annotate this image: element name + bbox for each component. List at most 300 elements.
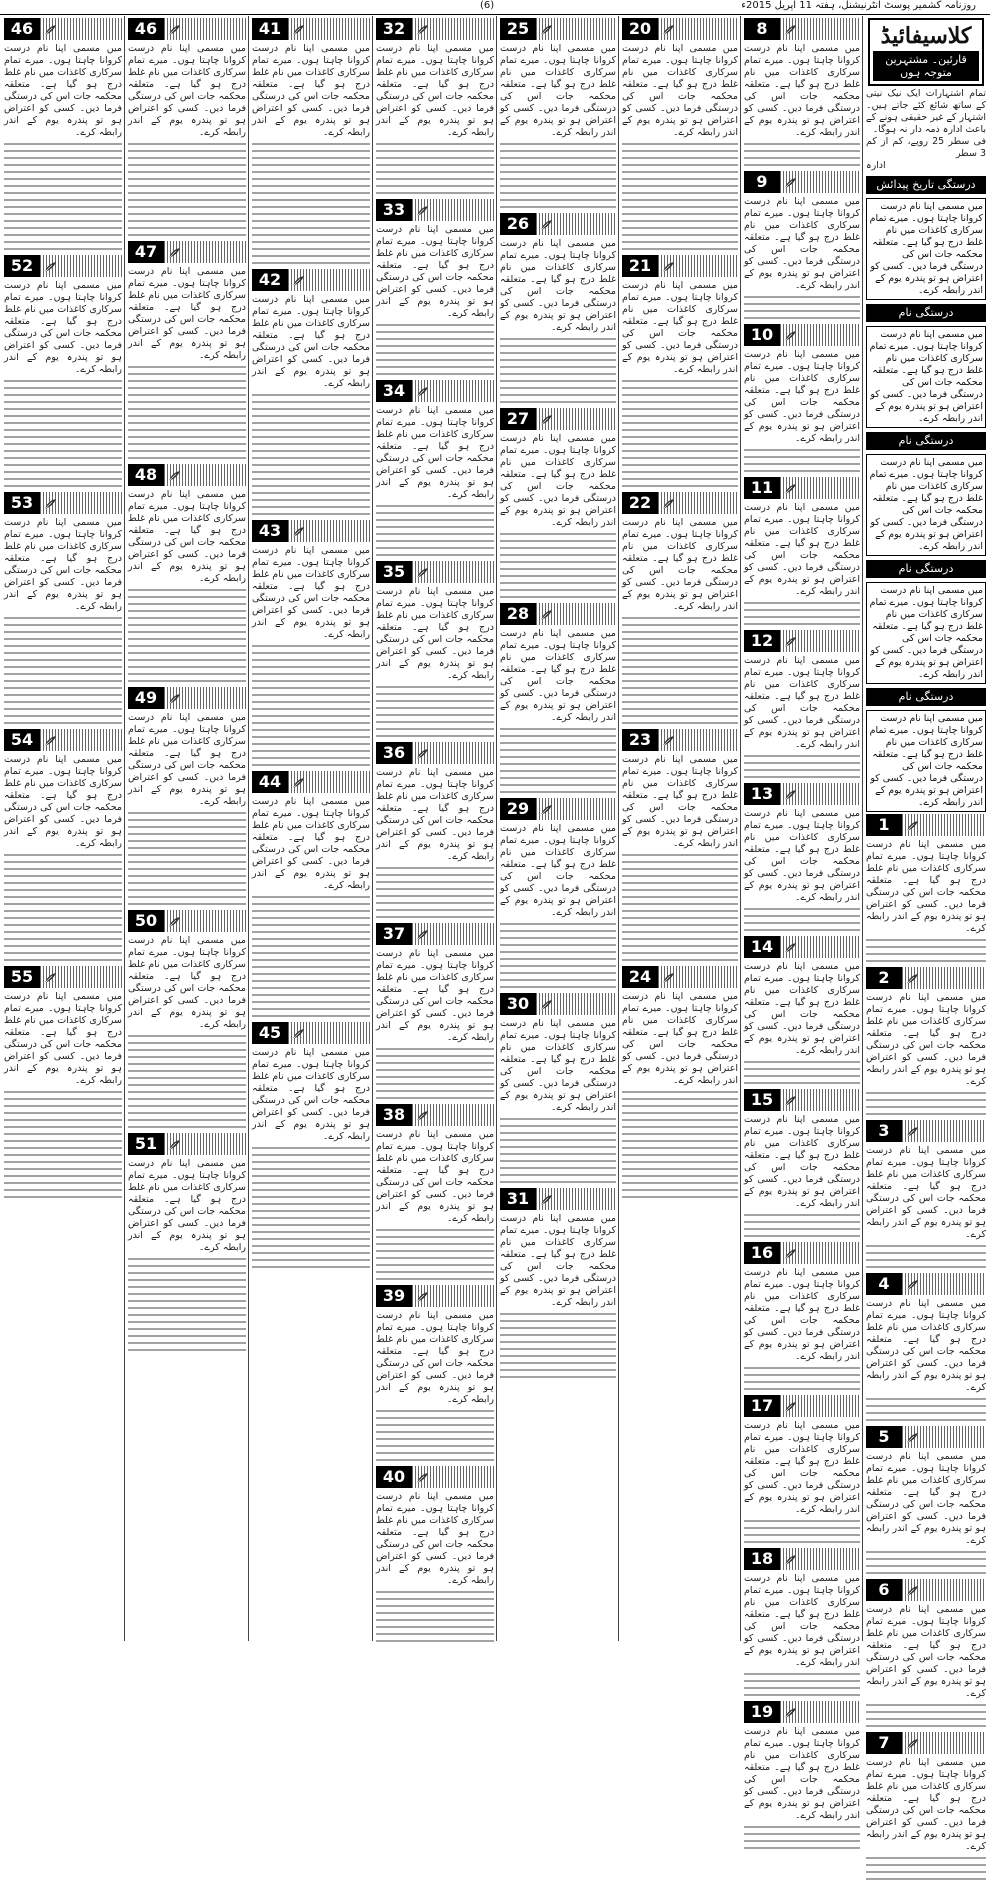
classified-ad xyxy=(622,18,738,250)
classified-ad xyxy=(376,742,494,918)
classified-ad xyxy=(866,1732,986,1880)
ad-text: میں مسمی اپنا نام درست کروانا چاہتا ہوں۔ میرے تمام سرکاری کاغذات میں نام غلط درج ہو گیا ہے۔ متعلقہ محکمہ جات اس کی درستگی فرما دیں۔ کسی کو اعتراض ہو تو پندرہ یوم کے اندر رابطہ کرے۔ xyxy=(866,1451,986,1546)
ad-number: 21 xyxy=(622,255,658,277)
notice-text: میں مسمی اپنا نام درست کروانا چاہتا ہوں۔ میرے تمام سرکاری کاغذات میں نام غلط درج ہو گیا ہے۔ متعلقہ محکمہ جات اس کی درستگی فرما دیں۔ کسی کو اعتراض ہو تو پندرہ یوم کے اندر رابطہ کرے۔ xyxy=(866,454,986,556)
leaf-icon xyxy=(43,496,57,510)
ad-number: 42 xyxy=(252,269,288,291)
classified-ad xyxy=(376,923,494,1099)
ad-number-bar xyxy=(866,1732,986,1754)
leaf-icon xyxy=(783,1705,797,1719)
leaf-icon xyxy=(783,787,797,801)
classified-ad xyxy=(866,1426,986,1574)
ad-number-bar xyxy=(866,1273,986,1295)
notice-text: میں مسمی اپنا نام درست کروانا چاہتا ہوں۔ میرے تمام سرکاری کاغذات میں نام غلط درج ہو گیا ہے۔ متعلقہ محکمہ جات اس کی درستگی فرما دیں۔ کسی کو اعتراض ہو تو پندرہ یوم کے اندر رابطہ کرے۔ xyxy=(866,710,986,812)
classified-ad xyxy=(744,171,860,319)
ad-number: 3 xyxy=(866,1120,902,1142)
leaf-icon xyxy=(539,22,553,36)
ad-number: 38 xyxy=(376,1104,412,1126)
ad-number: 49 xyxy=(128,687,164,709)
ad-number-bar xyxy=(128,910,246,932)
ad-number-bar xyxy=(744,783,860,805)
classified-closing: ادارہ xyxy=(866,160,886,171)
ad-text: میں مسمی اپنا نام درست کروانا چاہتا ہوں۔ میرے تمام سرکاری کاغذات میں نام غلط درج ہو گیا ہے۔ متعلقہ محکمہ جات اس کی درستگی فرما دیں۔ کسی کو اعتراض ہو تو پندرہ یوم کے اندر رابطہ کرے۔ xyxy=(866,1604,986,1699)
ad-number: 8 xyxy=(744,18,780,40)
leaf-icon xyxy=(291,273,305,287)
ad-text: میں مسمی اپنا نام درست کروانا چاہتا ہوں۔ میرے تمام سرکاری کاغذات میں نام غلط درج ہو گیا ہے۔ متعلقہ محکمہ جات اس کی درستگی فرما دیں۔ کسی کو اعتراض ہو تو پندرہ یوم کے اندر رابطہ کرے۔ xyxy=(128,489,246,584)
leaf-icon xyxy=(415,1108,429,1122)
classified-ad xyxy=(622,729,738,961)
ad-text: میں مسمی اپنا نام درست کروانا چاہتا ہوں۔ میرے تمام سرکاری کاغذات میں نام غلط درج ہو گیا ہے۔ متعلقہ محکمہ جات اس کی درستگی فرما دیں۔ کسی کو اعتراض ہو تو پندرہ یوم کے اندر رابطہ کرے۔ xyxy=(376,1491,494,1586)
ad-number: 47 xyxy=(128,241,164,263)
leaf-icon xyxy=(905,1583,919,1597)
ad-text: میں مسمی اپنا نام درست کروانا چاہتا ہوں۔ میرے تمام سرکاری کاغذات میں نام غلط درج ہو گیا ہے۔ متعلقہ محکمہ جات اس کی درستگی فرما دیں۔ کسی کو اعتراض ہو تو پندرہ یوم کے اندر رابطہ کرے۔ xyxy=(376,767,494,862)
leaf-icon xyxy=(539,607,553,621)
leaf-icon xyxy=(167,245,181,259)
leaf-icon xyxy=(783,22,797,36)
ad-text: میں مسمی اپنا نام درست کروانا چاہتا ہوں۔ میرے تمام سرکاری کاغذات میں نام غلط درج ہو گیا ہے۔ متعلقہ محکمہ جات اس کی درستگی فرما دیں۔ کسی کو اعتراض ہو تو پندرہ یوم کے اندر رابطہ کرے۔ xyxy=(128,43,246,138)
ad-number-bar xyxy=(4,492,122,514)
classified-ad xyxy=(744,1089,860,1237)
notice-text: میں مسمی اپنا نام درست کروانا چاہتا ہوں۔ میرے تمام سرکاری کاغذات میں نام غلط درج ہو گیا ہے۔ متعلقہ محکمہ جات اس کی درستگی فرما دیں۔ کسی کو اعتراض ہو تو پندرہ یوم کے اندر رابطہ کرے۔ xyxy=(866,582,986,684)
ad-number-bar xyxy=(866,1120,986,1142)
classified-ad xyxy=(4,18,122,250)
leaf-icon xyxy=(661,970,675,984)
ad-number: 11 xyxy=(744,477,780,499)
ad-text: میں مسمی اپنا نام درست کروانا چاہتا ہوں۔ میرے تمام سرکاری کاغذات میں نام غلط درج ہو گیا ہے۔ متعلقہ محکمہ جات اس کی درستگی فرما دیں۔ کسی کو اعتراض ہو تو پندرہ یوم کے اندر رابطہ کرے۔ xyxy=(128,266,246,361)
classified-ad xyxy=(744,1242,860,1390)
ad-number: 39 xyxy=(376,1285,412,1307)
leaf-icon xyxy=(783,1399,797,1413)
column-8 xyxy=(866,16,986,1852)
classified-title: کلاسیفائیڈ xyxy=(880,23,972,49)
ad-number: 14 xyxy=(744,936,780,958)
ad-number-bar xyxy=(744,1089,860,1111)
leaf-icon xyxy=(905,1277,919,1291)
ad-number-bar xyxy=(866,967,986,989)
ad-number: 41 xyxy=(252,18,288,40)
ad-number-bar xyxy=(4,255,122,277)
ad-text: میں مسمی اپنا نام درست کروانا چاہتا ہوں۔ میرے تمام سرکاری کاغذات میں نام غلط درج ہو گیا ہے۔ متعلقہ محکمہ جات اس کی درستگی فرما دیں۔ کسی کو اعتراض ہو تو پندرہ یوم کے اندر رابطہ کرے۔ xyxy=(500,238,616,333)
ad-number-bar xyxy=(252,1022,370,1044)
ad-text: میں مسمی اپنا نام درست کروانا چاہتا ہوں۔ میرے تمام سرکاری کاغذات میں نام غلط درج ہو گیا ہے۔ متعلقہ محکمہ جات اس کی درستگی فرما دیں۔ کسی کو اعتراض ہو تو پندرہ یوم کے اندر رابطہ کرے۔ xyxy=(128,1158,246,1253)
classified-ad xyxy=(500,18,616,208)
ad-number: 4 xyxy=(866,1273,902,1295)
ad-number-bar xyxy=(252,771,370,793)
leaf-icon xyxy=(661,22,675,36)
ad-number-bar xyxy=(500,213,616,235)
classified-ad xyxy=(128,18,246,236)
ad-number: 27 xyxy=(500,408,536,430)
section-heading: درستگی تاریخ پیدائش xyxy=(866,176,986,194)
ad-number-bar xyxy=(376,1466,494,1488)
ad-text: میں مسمی اپنا نام درست کروانا چاہتا ہوں۔ میرے تمام سرکاری کاغذات میں نام غلط درج ہو گیا ہے۔ متعلقہ محکمہ جات اس کی درستگی فرما دیں۔ کسی کو اعتراض ہو تو پندرہ یوم کے اندر رابطہ کرے۔ xyxy=(622,754,738,849)
masthead: روزنامہ کشمیر پوسٹ انٹرنیشنل، ہفتہ 11 اپریل 2015ء xyxy=(741,0,976,11)
ad-number: 22 xyxy=(622,492,658,514)
ad-text: میں مسمی اپنا نام درست کروانا چاہتا ہوں۔ میرے تمام سرکاری کاغذات میں نام غلط درج ہو گیا ہے۔ متعلقہ محکمہ جات اس کی درستگی فرما دیں۔ کسی کو اعتراض ہو تو پندرہ یوم کے اندر رابطہ کرے۔ xyxy=(866,1145,986,1240)
ad-number-bar xyxy=(500,1188,616,1210)
ad-number-bar xyxy=(866,1579,986,1601)
ad-number-bar xyxy=(744,1395,860,1417)
ad-number: 6 xyxy=(866,1579,902,1601)
leaf-icon xyxy=(783,175,797,189)
classified-ad xyxy=(866,1273,986,1421)
classified-ad xyxy=(4,729,122,961)
ad-text: میں مسمی اپنا نام درست کروانا چاہتا ہوں۔ میرے تمام سرکاری کاغذات میں نام غلط درج ہو گیا ہے۔ متعلقہ محکمہ جات اس کی درستگی فرما دیں۔ کسی کو اعتراض ہو تو پندرہ یوم کے اندر رابطہ کرے۔ xyxy=(4,280,122,375)
ad-text: میں مسمی اپنا نام درست کروانا چاہتا ہوں۔ میرے تمام سرکاری کاغذات میں نام غلط درج ہو گیا ہے۔ متعلقہ محکمہ جات اس کی درستگی فرما دیں۔ کسی کو اعتراض ہو تو پندرہ یوم کے اندر رابطہ کرے۔ xyxy=(252,545,370,640)
section-heading: درستگی نام xyxy=(866,432,986,450)
classified-ad xyxy=(622,966,738,1198)
ad-number-bar xyxy=(128,687,246,709)
leaf-icon xyxy=(905,1124,919,1138)
classified-ad xyxy=(376,561,494,737)
classified-ad xyxy=(376,1104,494,1280)
classified-ad xyxy=(252,771,370,1017)
ad-number-bar xyxy=(376,1104,494,1126)
leaf-icon xyxy=(167,22,181,36)
ad-number-bar xyxy=(744,171,860,193)
ad-number-bar xyxy=(376,742,494,764)
ad-number: 15 xyxy=(744,1089,780,1111)
classified-ad xyxy=(4,255,122,487)
ad-number-bar xyxy=(128,241,246,263)
ad-number-bar xyxy=(744,1701,860,1723)
classified-intro: تمام اشتہارات ایک نیک نیتی کے ساتھ شائع کئے جاتے ہیں۔ اشتہار کے غیر حقیقی ہونے کے باعث ادارہ ذمہ دار نہ ہوگا۔ xyxy=(866,88,986,135)
ad-number-bar xyxy=(622,492,738,514)
ad-text: میں مسمی اپنا نام درست کروانا چاہتا ہوں۔ میرے تمام سرکاری کاغذات میں نام غلط درج ہو گیا ہے۔ متعلقہ محکمہ جات اس کی درستگی فرما دیں۔ کسی کو اعتراض ہو تو پندرہ یوم کے اندر رابطہ کرے۔ xyxy=(252,43,370,138)
leaf-icon xyxy=(415,927,429,941)
leaf-icon xyxy=(661,496,675,510)
ad-text: میں مسمی اپنا نام درست کروانا چاہتا ہوں۔ میرے تمام سرکاری کاغذات میں نام غلط درج ہو گیا ہے۔ متعلقہ محکمہ جات اس کی درستگی فرما دیں۔ کسی کو اعتراض ہو تو پندرہ یوم کے اندر رابطہ کرے۔ xyxy=(744,1420,860,1515)
ad-text: میں مسمی اپنا نام درست کروانا چاہتا ہوں۔ میرے تمام سرکاری کاغذات میں نام غلط درج ہو گیا ہے۔ متعلقہ محکمہ جات اس کی درستگی فرما دیں۔ کسی کو اعتراض ہو تو پندرہ یوم کے اندر رابطہ کرے۔ xyxy=(500,43,616,138)
ad-number-bar xyxy=(128,464,246,486)
ad-number: 35 xyxy=(376,561,412,583)
ad-text: میں مسمی اپنا نام درست کروانا چاہتا ہوں۔ میرے تمام سرکاری کاغذات میں نام غلط درج ہو گیا ہے۔ متعلقہ محکمہ جات اس کی درستگی فرما دیں۔ کسی کو اعتراض ہو تو پندرہ یوم کے اندر رابطہ کرے۔ xyxy=(622,517,738,612)
leaf-icon xyxy=(167,468,181,482)
classified-ad xyxy=(128,464,246,682)
classified-ad xyxy=(252,269,370,515)
classified-ad xyxy=(376,1466,494,1642)
ad-number: 46 xyxy=(4,18,40,40)
ad-number: 16 xyxy=(744,1242,780,1264)
page-header xyxy=(0,0,990,15)
classified-ad xyxy=(252,18,370,264)
leaf-icon xyxy=(167,691,181,705)
ad-number-bar xyxy=(622,18,738,40)
ad-text: میں مسمی اپنا نام درست کروانا چاہتا ہوں۔ میرے تمام سرکاری کاغذات میں نام غلط درج ہو گیا ہے۔ متعلقہ محکمہ جات اس کی درستگی فرما دیں۔ کسی کو اعتراض ہو تو پندرہ یوم کے اندر رابطہ کرے۔ xyxy=(376,43,494,138)
leaf-icon xyxy=(415,203,429,217)
ad-number-bar xyxy=(500,993,616,1015)
leaf-icon xyxy=(905,1736,919,1750)
section-heading: درستگی نام xyxy=(866,560,986,578)
notice-text: میں مسمی اپنا نام درست کروانا چاہتا ہوں۔ میرے تمام سرکاری کاغذات میں نام غلط درج ہو گیا ہے۔ متعلقہ محکمہ جات اس کی درستگی فرما دیں۔ کسی کو اعتراض ہو تو پندرہ یوم کے اندر رابطہ کرے۔ xyxy=(866,198,986,300)
ad-number: 24 xyxy=(622,966,658,988)
ad-number-bar xyxy=(500,408,616,430)
ad-text: میں مسمی اپنا نام درست کروانا چاہتا ہوں۔ میرے تمام سرکاری کاغذات میں نام غلط درج ہو گیا ہے۔ متعلقہ محکمہ جات اس کی درستگی فرما دیں۔ کسی کو اعتراض ہو تو پندرہ یوم کے اندر رابطہ کرے۔ xyxy=(744,961,860,1056)
ad-text: میں مسمی اپنا نام درست کروانا چاہتا ہوں۔ میرے تمام سرکاری کاغذات میں نام غلط درج ہو گیا ہے۔ متعلقہ محکمہ جات اس کی درستگی فرما دیں۔ کسی کو اعتراض ہو تو پندرہ یوم کے اندر رابطہ کرے۔ xyxy=(500,628,616,723)
classified-ad xyxy=(622,492,738,724)
ad-number-bar xyxy=(500,798,616,820)
ad-number: 40 xyxy=(376,1466,412,1488)
ad-number-bar xyxy=(500,18,616,40)
column-7 xyxy=(744,16,860,1821)
ad-number-bar xyxy=(4,966,122,988)
leaf-icon xyxy=(291,775,305,789)
ad-text: میں مسمی اپنا نام درست کروانا چاہتا ہوں۔ میرے تمام سرکاری کاغذات میں نام غلط درج ہو گیا ہے۔ متعلقہ محکمہ جات اس کی درستگی فرما دیں۔ کسی کو اعتراض ہو تو پندرہ یوم کے اندر رابطہ کرے۔ xyxy=(744,349,860,444)
ad-number-bar xyxy=(866,1426,986,1448)
ad-text: میں مسمی اپنا نام درست کروانا چاہتا ہوں۔ میرے تمام سرکاری کاغذات میں نام غلط درج ہو گیا ہے۔ متعلقہ محکمہ جات اس کی درستگی فرما دیں۔ کسی کو اعتراض ہو تو پندرہ یوم کے اندر رابطہ کرے۔ xyxy=(866,1298,986,1393)
ad-text: میں مسمی اپنا نام درست کروانا چاہتا ہوں۔ میرے تمام سرکاری کاغذات میں نام غلط درج ہو گیا ہے۔ متعلقہ محکمہ جات اس کی درستگی فرما دیں۔ کسی کو اعتراض ہو تو پندرہ یوم کے اندر رابطہ کرے۔ xyxy=(866,1757,986,1852)
classified-ad xyxy=(128,1133,246,1351)
classified-ad xyxy=(128,241,246,459)
classified-ad xyxy=(500,213,616,403)
classified-ad xyxy=(376,18,494,194)
ad-text: میں مسمی اپنا نام درست کروانا چاہتا ہوں۔ میرے تمام سرکاری کاغذات میں نام غلط درج ہو گیا ہے۔ متعلقہ محکمہ جات اس کی درستگی فرما دیں۔ کسی کو اعتراض ہو تو پندرہ یوم کے اندر رابطہ کرے۔ xyxy=(376,1310,494,1405)
ad-number-bar xyxy=(252,520,370,542)
ad-text: میں مسمی اپنا نام درست کروانا چاہتا ہوں۔ میرے تمام سرکاری کاغذات میں نام غلط درج ہو گیا ہے۔ متعلقہ محکمہ جات اس کی درستگی فرما دیں۔ کسی کو اعتراض ہو تو پندرہ یوم کے اندر رابطہ کرے۔ xyxy=(866,992,986,1087)
leaf-icon xyxy=(905,1430,919,1444)
column-6 xyxy=(622,16,738,1641)
leaf-icon xyxy=(661,733,675,747)
classified-ad xyxy=(744,936,860,1084)
ad-text: میں مسمی اپنا نام درست کروانا چاہتا ہوں۔ میرے تمام سرکاری کاغذات میں نام غلط درج ہو گیا ہے۔ متعلقہ محکمہ جات اس کی درستگی فرما دیں۔ کسی کو اعتراض ہو تو پندرہ یوم کے اندر رابطہ کرے۔ xyxy=(128,935,246,1030)
ad-number-bar xyxy=(376,1285,494,1307)
ad-number-bar xyxy=(4,729,122,751)
ad-number-bar xyxy=(622,966,738,988)
ad-text: میں مسمی اپنا نام درست کروانا چاہتا ہوں۔ میرے تمام سرکاری کاغذات میں نام غلط درج ہو گیا ہے۔ متعلقہ محکمہ جات اس کی درستگی فرما دیں۔ کسی کو اعتراض ہو تو پندرہ یوم کے اندر رابطہ کرے۔ xyxy=(866,839,986,934)
ad-text: میں مسمی اپنا نام درست کروانا چاہتا ہوں۔ میرے تمام سرکاری کاغذات میں نام غلط درج ہو گیا ہے۔ متعلقہ محکمہ جات اس کی درستگی فرما دیں۔ کسی کو اعتراض ہو تو پندرہ یوم کے اندر رابطہ کرے۔ xyxy=(744,196,860,291)
column-4 xyxy=(376,16,494,1641)
leaf-icon xyxy=(539,217,553,231)
ad-number: 26 xyxy=(500,213,536,235)
ad-text: میں مسمی اپنا نام درست کروانا چاہتا ہوں۔ میرے تمام سرکاری کاغذات میں نام غلط درج ہو گیا ہے۔ متعلقہ محکمہ جات اس کی درستگی فرما دیں۔ کسی کو اعتراض ہو تو پندرہ یوم کے اندر رابطہ کرے۔ xyxy=(500,433,616,528)
leaf-icon xyxy=(415,22,429,36)
leaf-icon xyxy=(43,259,57,273)
ad-text: میں مسمی اپنا نام درست کروانا چاہتا ہوں۔ میرے تمام سرکاری کاغذات میں نام غلط درج ہو گیا ہے۔ متعلقہ محکمہ جات اس کی درستگی فرما دیں۔ کسی کو اعتراض ہو تو پندرہ یوم کے اندر رابطہ کرے۔ xyxy=(500,823,616,918)
section-heading: درستگی نام xyxy=(866,688,986,706)
ad-number: 34 xyxy=(376,380,412,402)
ad-text: میں مسمی اپنا نام درست کروانا چاہتا ہوں۔ میرے تمام سرکاری کاغذات میں نام غلط درج ہو گیا ہے۔ متعلقہ محکمہ جات اس کی درستگی فرما دیں۔ کسی کو اعتراض ہو تو پندرہ یوم کے اندر رابطہ کرے۔ xyxy=(622,280,738,375)
leaf-icon xyxy=(43,22,57,36)
leaf-icon xyxy=(905,818,919,832)
ad-text: میں مسمی اپنا نام درست کروانا چاہتا ہوں۔ میرے تمام سرکاری کاغذات میں نام غلط درج ہو گیا ہے۔ متعلقہ محکمہ جات اس کی درستگی فرما دیں۔ کسی کو اعتراض ہو تو پندرہ یوم کے اندر رابطہ کرے۔ xyxy=(744,1267,860,1362)
classified-ad xyxy=(376,1285,494,1461)
classified-ad xyxy=(744,1395,860,1543)
leaf-icon xyxy=(783,940,797,954)
column-3 xyxy=(252,16,370,1641)
classified-ad xyxy=(252,520,370,766)
classified-ad xyxy=(866,814,986,962)
classified-ad xyxy=(500,798,616,988)
leaf-icon xyxy=(539,802,553,816)
ad-number: 45 xyxy=(252,1022,288,1044)
leaf-icon xyxy=(783,481,797,495)
ad-number-bar xyxy=(622,729,738,751)
leaf-icon xyxy=(291,524,305,538)
ad-number-bar xyxy=(376,923,494,945)
classified-ad xyxy=(500,993,616,1183)
leaf-icon xyxy=(415,565,429,579)
leaf-icon xyxy=(539,1192,553,1206)
ad-number: 18 xyxy=(744,1548,780,1570)
ad-number-bar xyxy=(744,324,860,346)
leaf-icon xyxy=(415,1289,429,1303)
ad-text: میں مسمی اپنا نام درست کروانا چاہتا ہوں۔ میرے تمام سرکاری کاغذات میں نام غلط درج ہو گیا ہے۔ متعلقہ محکمہ جات اس کی درستگی فرما دیں۔ کسی کو اعتراض ہو تو پندرہ یوم کے اندر رابطہ کرے۔ xyxy=(376,586,494,681)
leaf-icon xyxy=(783,1093,797,1107)
ad-text: میں مسمی اپنا نام درست کروانا چاہتا ہوں۔ میرے تمام سرکاری کاغذات میں نام غلط درج ہو گیا ہے۔ متعلقہ محکمہ جات اس کی درستگی فرما دیں۔ کسی کو اعتراض ہو تو پندرہ یوم کے اندر رابطہ کرے۔ xyxy=(744,43,860,138)
ad-number: 44 xyxy=(252,771,288,793)
leaf-icon xyxy=(415,1470,429,1484)
leaf-icon xyxy=(783,328,797,342)
ad-text: میں مسمی اپنا نام درست کروانا چاہتا ہوں۔ میرے تمام سرکاری کاغذات میں نام غلط درج ہو گیا ہے۔ متعلقہ محکمہ جات اس کی درستگی فرما دیں۔ کسی کو اعتراض ہو تو پندرہ یوم کے اندر رابطہ کرے۔ xyxy=(376,224,494,319)
ad-number: 37 xyxy=(376,923,412,945)
ad-number-bar xyxy=(744,630,860,652)
ad-number-bar xyxy=(128,1133,246,1155)
leaf-icon xyxy=(783,634,797,648)
classified-ad xyxy=(500,1188,616,1378)
ad-number: 20 xyxy=(622,18,658,40)
ad-text: میں مسمی اپنا نام درست کروانا چاہتا ہوں۔ میرے تمام سرکاری کاغذات میں نام غلط درج ہو گیا ہے۔ متعلقہ محکمہ جات اس کی درستگی فرما دیں۔ کسی کو اعتراض ہو تو پندرہ یوم کے اندر رابطہ کرے۔ xyxy=(744,1114,860,1209)
section-heading: درستگی نام xyxy=(866,304,986,322)
notice-text: میں مسمی اپنا نام درست کروانا چاہتا ہوں۔ میرے تمام سرکاری کاغذات میں نام غلط درج ہو گیا ہے۔ متعلقہ محکمہ جات اس کی درستگی فرما دیں۔ کسی کو اعتراض ہو تو پندرہ یوم کے اندر رابطہ کرے۔ xyxy=(866,326,986,428)
ad-text: میں مسمی اپنا نام درست کروانا چاہتا ہوں۔ میرے تمام سرکاری کاغذات میں نام غلط درج ہو گیا ہے۔ متعلقہ محکمہ جات اس کی درستگی فرما دیں۔ کسی کو اعتراض ہو تو پندرہ یوم کے اندر رابطہ کرے۔ xyxy=(376,405,494,500)
ad-text: میں مسمی اپنا نام درست کروانا چاہتا ہوں۔ میرے تمام سرکاری کاغذات میں نام غلط درج ہو گیا ہے۔ متعلقہ محکمہ جات اس کی درستگی فرما دیں۔ کسی کو اعتراض ہو تو پندرہ یوم کے اندر رابطہ کرے۔ xyxy=(252,796,370,891)
ad-number: 50 xyxy=(128,910,164,932)
ad-number: 31 xyxy=(500,1188,536,1210)
ad-number: 28 xyxy=(500,603,536,625)
classified-ad xyxy=(376,199,494,375)
ad-text: میں مسمی اپنا نام درست کروانا چاہتا ہوں۔ میرے تمام سرکاری کاغذات میں نام غلط درج ہو گیا ہے۔ متعلقہ محکمہ جات اس کی درستگی فرما دیں۔ کسی کو اعتراض ہو تو پندرہ یوم کے اندر رابطہ کرے۔ xyxy=(622,43,738,138)
classified-ad xyxy=(376,380,494,556)
ad-number-bar xyxy=(252,18,370,40)
ad-number: 54 xyxy=(4,729,40,751)
leaf-icon xyxy=(783,1552,797,1566)
ad-text: میں مسمی اپنا نام درست کروانا چاہتا ہوں۔ میرے تمام سرکاری کاغذات میں نام غلط درج ہو گیا ہے۔ متعلقہ محکمہ جات اس کی درستگی فرما دیں۔ کسی کو اعتراض ہو تو پندرہ یوم کے اندر رابطہ کرے۔ xyxy=(252,1047,370,1142)
ad-number-bar xyxy=(744,1548,860,1570)
ad-number: 43 xyxy=(252,520,288,542)
classified-ad xyxy=(500,603,616,793)
ad-number-bar xyxy=(128,18,246,40)
classified-ad xyxy=(622,255,738,487)
ad-number: 53 xyxy=(4,492,40,514)
ad-number: 12 xyxy=(744,630,780,652)
column-5 xyxy=(500,16,616,1641)
ad-text: میں مسمی اپنا نام درست کروانا چاہتا ہوں۔ میرے تمام سرکاری کاغذات میں نام غلط درج ہو گیا ہے۔ متعلقہ محکمہ جات اس کی درستگی فرما دیں۔ کسی کو اعتراض ہو تو پندرہ یوم کے اندر رابطہ کرے۔ xyxy=(500,1213,616,1308)
ad-number: 33 xyxy=(376,199,412,221)
ad-number-bar xyxy=(744,477,860,499)
leaf-icon xyxy=(905,971,919,985)
ad-number: 25 xyxy=(500,18,536,40)
classified-ad xyxy=(744,630,860,778)
ad-number: 46 xyxy=(128,18,164,40)
classified-ad xyxy=(128,687,246,905)
leaf-icon xyxy=(43,970,57,984)
leaf-icon xyxy=(291,1026,305,1040)
classified-rates: فی سطر 25 روپے، کم از کم 3 سطر xyxy=(866,136,986,159)
leaf-icon xyxy=(539,412,553,426)
ad-number: 36 xyxy=(376,742,412,764)
ad-number: 23 xyxy=(622,729,658,751)
ad-number-bar xyxy=(252,269,370,291)
ad-text: میں مسمی اپنا نام درست کروانا چاہتا ہوں۔ میرے تمام سرکاری کاغذات میں نام غلط درج ہو گیا ہے۔ متعلقہ محکمہ جات اس کی درستگی فرما دیں۔ کسی کو اعتراض ہو تو پندرہ یوم کے اندر رابطہ کرے۔ xyxy=(4,43,122,138)
ad-number-bar xyxy=(744,1242,860,1264)
ad-number-bar xyxy=(376,18,494,40)
leaf-icon xyxy=(539,997,553,1011)
classified-ad xyxy=(744,18,860,166)
page-number: (6) xyxy=(480,0,495,11)
classified-ad xyxy=(744,1548,860,1696)
ad-number: 19 xyxy=(744,1701,780,1723)
classified-ad xyxy=(744,783,860,931)
ad-text: میں مسمی اپنا نام درست کروانا چاہتا ہوں۔ میرے تمام سرکاری کاغذات میں نام غلط درج ہو گیا ہے۔ متعلقہ محکمہ جات اس کی درستگی فرما دیں۔ کسی کو اعتراض ہو تو پندرہ یوم کے اندر رابطہ کرے۔ xyxy=(744,502,860,597)
leaf-icon xyxy=(783,1246,797,1260)
ad-number: 1 xyxy=(866,814,902,836)
ad-text: میں مسمی اپنا نام درست کروانا چاہتا ہوں۔ میرے تمام سرکاری کاغذات میں نام غلط درج ہو گیا ہے۔ متعلقہ محکمہ جات اس کی درستگی فرما دیں۔ کسی کو اعتراض ہو تو پندرہ یوم کے اندر رابطہ کرے۔ xyxy=(376,948,494,1043)
ad-text: میں مسمی اپنا نام درست کروانا چاہتا ہوں۔ میرے تمام سرکاری کاغذات میں نام غلط درج ہو گیا ہے۔ متعلقہ محکمہ جات اس کی درستگی فرما دیں۔ کسی کو اعتراض ہو تو پندرہ یوم کے اندر رابطہ کرے۔ xyxy=(744,808,860,903)
ad-number-bar xyxy=(376,561,494,583)
ad-number: 48 xyxy=(128,464,164,486)
ad-number: 29 xyxy=(500,798,536,820)
ad-number: 13 xyxy=(744,783,780,805)
leaf-icon xyxy=(167,914,181,928)
classified-ad xyxy=(744,477,860,625)
leaf-icon xyxy=(415,384,429,398)
classified-ad xyxy=(866,1579,986,1727)
classified-ad xyxy=(744,1701,860,1849)
ad-number: 7 xyxy=(866,1732,902,1754)
ad-number: 32 xyxy=(376,18,412,40)
column-1 xyxy=(4,16,122,1641)
leaf-icon xyxy=(661,259,675,273)
leaf-icon xyxy=(43,733,57,747)
ad-number: 9 xyxy=(744,171,780,193)
classified-ad xyxy=(252,1022,370,1268)
ad-number-bar xyxy=(744,18,860,40)
ad-number: 2 xyxy=(866,967,902,989)
classified-ad xyxy=(500,408,616,598)
column-2 xyxy=(128,16,246,1641)
classified-ad xyxy=(866,1120,986,1268)
ad-number-bar xyxy=(500,603,616,625)
ad-text: میں مسمی اپنا نام درست کروانا چاہتا ہوں۔ میرے تمام سرکاری کاغذات میں نام غلط درج ہو گیا ہے۔ متعلقہ محکمہ جات اس کی درستگی فرما دیں۔ کسی کو اعتراض ہو تو پندرہ یوم کے اندر رابطہ کرے۔ xyxy=(622,991,738,1086)
classified-ad xyxy=(4,492,122,724)
ad-text: میں مسمی اپنا نام درست کروانا چاہتا ہوں۔ میرے تمام سرکاری کاغذات میں نام غلط درج ہو گیا ہے۔ متعلقہ محکمہ جات اس کی درستگی فرما دیں۔ کسی کو اعتراض ہو تو پندرہ یوم کے اندر رابطہ کرے۔ xyxy=(376,1129,494,1224)
ad-number-bar xyxy=(376,199,494,221)
classified-ad xyxy=(4,966,122,1198)
ad-number: 52 xyxy=(4,255,40,277)
leaf-icon xyxy=(167,1137,181,1151)
leaf-icon xyxy=(291,22,305,36)
ad-number: 5 xyxy=(866,1426,902,1448)
ad-number: 17 xyxy=(744,1395,780,1417)
ad-number: 55 xyxy=(4,966,40,988)
ad-number: 30 xyxy=(500,993,536,1015)
classified-ad xyxy=(128,910,246,1128)
ad-number-bar xyxy=(4,18,122,40)
leaf-icon xyxy=(415,746,429,760)
ad-number: 10 xyxy=(744,324,780,346)
ad-text: میں مسمی اپنا نام درست کروانا چاہتا ہوں۔ میرے تمام سرکاری کاغذات میں نام غلط درج ہو گیا ہے۔ متعلقہ محکمہ جات اس کی درستگی فرما دیں۔ کسی کو اعتراض ہو تو پندرہ یوم کے اندر رابطہ کرے۔ xyxy=(252,294,370,389)
classified-subtitle: قارئین۔ مشتہرین متوجہ ہوں xyxy=(873,51,979,81)
ad-number: 51 xyxy=(128,1133,164,1155)
classified-banner xyxy=(868,18,984,86)
classified-ad xyxy=(744,324,860,472)
ad-text: میں مسمی اپنا نام درست کروانا چاہتا ہوں۔ میرے تمام سرکاری کاغذات میں نام غلط درج ہو گیا ہے۔ متعلقہ محکمہ جات اس کی درستگی فرما دیں۔ کسی کو اعتراض ہو تو پندرہ یوم کے اندر رابطہ کرے۔ xyxy=(128,712,246,807)
ad-text: میں مسمی اپنا نام درست کروانا چاہتا ہوں۔ میرے تمام سرکاری کاغذات میں نام غلط درج ہو گیا ہے۔ متعلقہ محکمہ جات اس کی درستگی فرما دیں۔ کسی کو اعتراض ہو تو پندرہ یوم کے اندر رابطہ کرے۔ xyxy=(4,991,122,1086)
ad-text: میں مسمی اپنا نام درست کروانا چاہتا ہوں۔ میرے تمام سرکاری کاغذات میں نام غلط درج ہو گیا ہے۔ متعلقہ محکمہ جات اس کی درستگی فرما دیں۔ کسی کو اعتراض ہو تو پندرہ یوم کے اندر رابطہ کرے۔ xyxy=(744,655,860,750)
ad-number-bar xyxy=(622,255,738,277)
ad-text: میں مسمی اپنا نام درست کروانا چاہتا ہوں۔ میرے تمام سرکاری کاغذات میں نام غلط درج ہو گیا ہے۔ متعلقہ محکمہ جات اس کی درستگی فرما دیں۔ کسی کو اعتراض ہو تو پندرہ یوم کے اندر رابطہ کرے۔ xyxy=(4,754,122,849)
ad-number-bar xyxy=(866,814,986,836)
